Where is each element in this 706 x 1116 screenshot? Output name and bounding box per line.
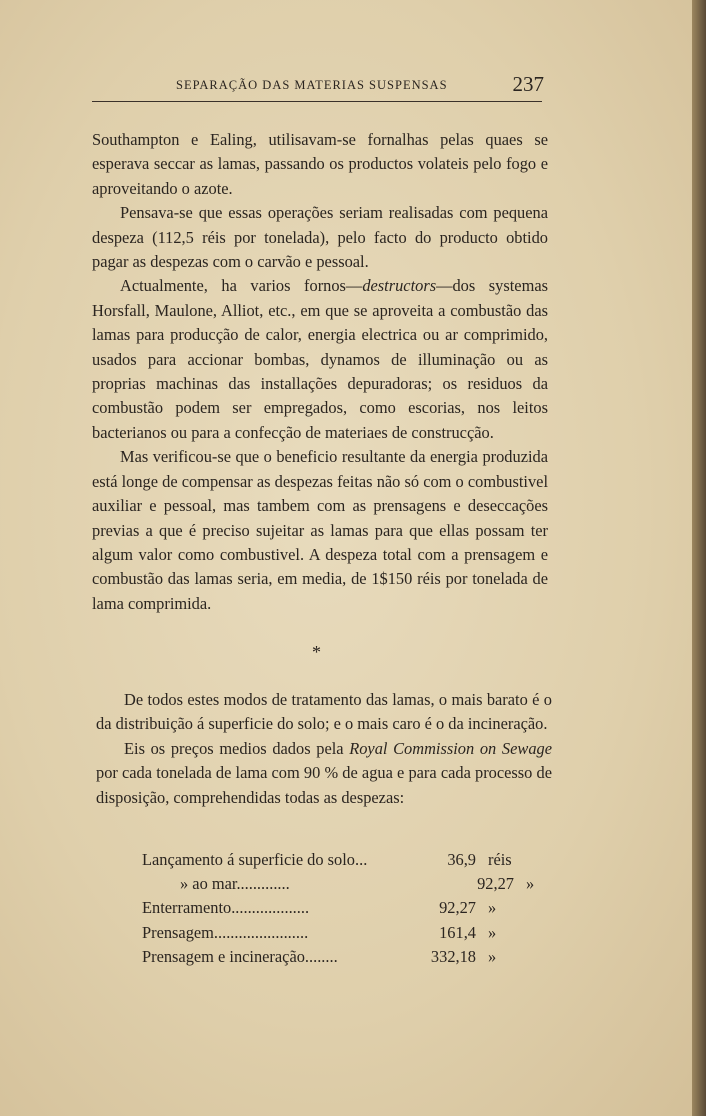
price-row bbox=[142, 896, 574, 920]
paragraph bbox=[96, 737, 552, 810]
text-run: por cada tonelada de lama com 90 % de agua e para cada processo de disposição, comprehendidas todas as despezas: bbox=[96, 763, 552, 807]
price-value: 332,18 bbox=[430, 946, 476, 966]
text-run: De todos estes modos de tratamento das lamas, o mais barato é o da distribuição á superficie do solo; e o mais caro é o da incineração. bbox=[96, 690, 552, 734]
text-run: Mas verificou-se que o beneficio resultante da energia produzida está longe de compensar as despezas feitas não só com o combustivel auxiliar e pessoal, mas tambem com as prensagens e deseccações previas a que é preciso sujeitar as lamas para que ellas possam ter algum valor como combustivel. A despeza total com a prensagem e combustão das lamas seria, em media, de 1$150 réis por tonelada de lama comprimida. bbox=[92, 447, 548, 613]
section-separator: * bbox=[312, 642, 321, 662]
main-text-block bbox=[92, 128, 548, 616]
paragraph bbox=[92, 445, 548, 616]
price-row bbox=[142, 945, 574, 969]
paragraph bbox=[96, 688, 552, 737]
price-unit: » bbox=[488, 898, 497, 918]
price-value: 36,9 bbox=[447, 850, 476, 869]
text-run: Actualmente, ha varios fornos— bbox=[120, 276, 363, 296]
price-row bbox=[142, 872, 574, 896]
text-run: Southampton e Ealing, utilisavam-se fornalhas pelas quaes se esperava seccar as lamas, passando os productos volateis pelo fogo e aproveitando o azote. bbox=[92, 130, 548, 198]
price-unit: » bbox=[488, 946, 497, 966]
price-label: Prensagem e incineração........ bbox=[142, 946, 338, 966]
price-label: Enterramento................... bbox=[142, 898, 310, 918]
paragraph bbox=[92, 128, 548, 201]
price-table bbox=[142, 848, 574, 969]
page-header bbox=[92, 72, 544, 100]
price-value: 92,27 bbox=[477, 874, 514, 894]
text-run: Pensava-se que essas operações seriam realisadas com pequena despeza (112,5 réis por tonelada), pelo facto do producto obtido pagar as despezas com o carvão e pessoal. bbox=[92, 203, 548, 272]
price-unit: réis bbox=[488, 850, 512, 869]
running-title: SEPARAÇÃO DAS MATERIAS SUSPENSAS bbox=[176, 78, 448, 92]
text-run: —dos systemas Horsfall, Maulone, Alliot, etc., em que se aproveita a combustão das lamas para producção de calor, energia electrica ou ar comprimido, usados para accionar bombas, dynamos de illuminação ou as proprias machinas das installações depuradoras; os residuos da combustão podem ser empregados, como escorias, nos leitos bacterianos ou para a confecção de materiaes de construcção. bbox=[92, 276, 548, 442]
header-rule bbox=[92, 101, 542, 102]
price-row bbox=[142, 848, 574, 872]
paragraph bbox=[92, 274, 548, 445]
price-label: » ao mar............. bbox=[180, 874, 290, 894]
paragraph bbox=[92, 201, 548, 274]
second-text-block bbox=[96, 688, 552, 810]
price-unit: » bbox=[488, 922, 497, 942]
price-label: Prensagem....................... bbox=[142, 922, 309, 942]
price-label: Lançamento á superficie do solo... bbox=[142, 850, 368, 869]
page-number: 237 bbox=[512, 72, 544, 96]
price-unit: » bbox=[526, 874, 535, 894]
price-row bbox=[142, 921, 574, 945]
price-value: 161,4 bbox=[439, 922, 476, 942]
text-run: Eis os preços medios dados pela bbox=[124, 738, 350, 758]
italic-text: Royal Commission on Sewage bbox=[349, 738, 552, 758]
price-value: 92,27 bbox=[439, 898, 476, 918]
book-spine-edge bbox=[692, 0, 706, 1116]
italic-text: destructors bbox=[362, 276, 437, 296]
